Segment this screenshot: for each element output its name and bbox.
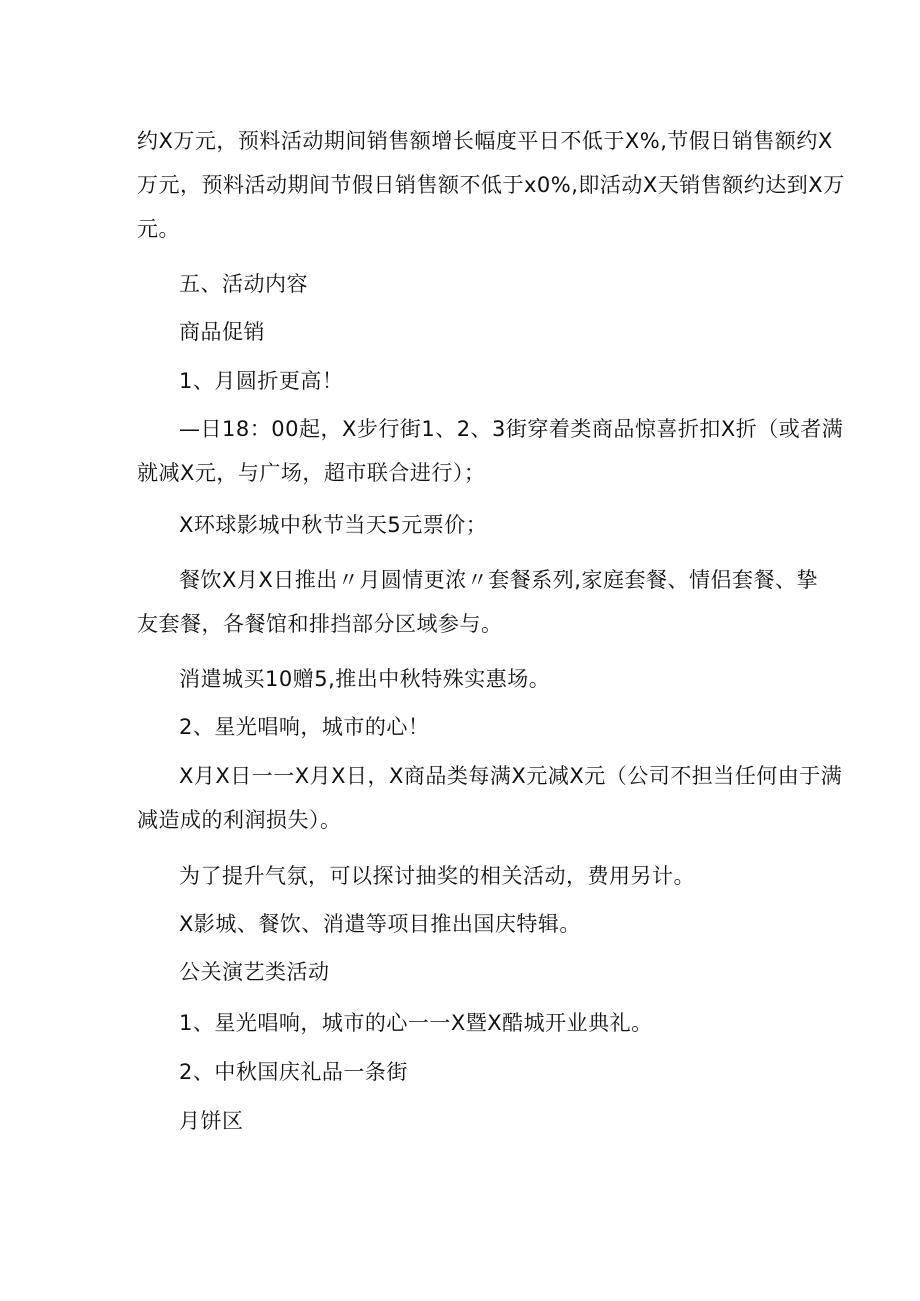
text-line: 减造成的利润损失）。 xyxy=(137,808,342,832)
pr-item-gift-street: 2、中秋国庆礼品一条街 xyxy=(179,1060,408,1084)
text-line: 约X万元，预料活动期间销售额增长幅度平日不低于X%,节假日销售额约X xyxy=(137,129,833,153)
text-line: 友套餐，各餐馆和排挡部分区域参与。 xyxy=(137,612,503,636)
paragraph-sales-forecast xyxy=(137,119,845,251)
subheading-product-promotion: 商品促销 xyxy=(179,320,265,344)
paragraph-entertainment-city: 消遣城买10赠5,推出中秋特殊实惠场。 xyxy=(179,667,551,691)
section-heading-activity-content: 五、活动内容 xyxy=(179,272,308,296)
text-line: 餐饮X月X日推出〃月圆情更浓〃套餐系列,家庭套餐、情侣套餐、挚 xyxy=(179,568,818,592)
text-line: 万元，预料活动期间节假日销售额不低于x0%,即活动X天销售额约达到X万 xyxy=(137,173,845,197)
paragraph-street-discount xyxy=(137,407,844,495)
pr-item-opening-ceremony: 1、星光唱响，城市的心一一X暨X酷城开业典礼。 xyxy=(179,1011,653,1035)
text-line: 就减X元，与广场，超市联合进行）； xyxy=(137,461,486,485)
item-title-starlight: 2、星光唱响，城市的心！ xyxy=(179,715,430,739)
subheading-pr-performance: 公关演艺类活动 xyxy=(179,960,330,984)
paragraph-spend-discount xyxy=(137,754,843,842)
paragraph-lottery: 为了提升气氛，可以探讨抽奖的相关活动，费用另计。 xyxy=(179,864,695,888)
item-title-moon-discount: 1、月圆折更高！ xyxy=(179,369,344,393)
subheading-mooncake-area: 月饼区 xyxy=(179,1109,244,1133)
text-line: 元。 xyxy=(137,217,180,241)
text-line: X月X日一一X月X日，X商品类每满X元减X元（公司不担当任何由于满 xyxy=(179,764,843,788)
paragraph-dining-package xyxy=(137,558,818,646)
text-line: —日18：00起，X步行街1、2、3街穿着类商品惊喜折扣X折（或者满 xyxy=(179,417,844,441)
paragraph-national-day-special: X影城、餐饮、消遣等项目推出国庆特辑。 xyxy=(179,912,581,936)
paragraph-cinema-ticket: X环球影城中秋节当天5元票价； xyxy=(179,513,488,537)
